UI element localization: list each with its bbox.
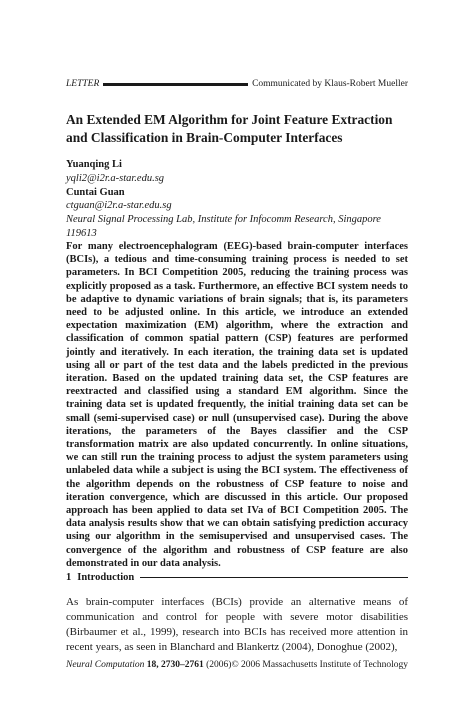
author-affiliation: Neural Signal Processing Lab, Institute for Infocomm Research, Singapore 119613 [66, 214, 381, 239]
author-email[interactable]: yqli2@i2r.a-star.edu.sg [66, 172, 165, 184]
section-rule [140, 577, 408, 578]
communicated-by: Communicated by Klaus-Robert Mueller [252, 79, 408, 89]
author-name: Cuntai Guan [66, 186, 125, 198]
author-email[interactable]: ctguan@i2r.a-star.edu.sg [66, 200, 172, 212]
article-type-label: LETTER [66, 79, 100, 89]
copyright-notice: © 2006 Massachusetts Institute of Technology [231, 660, 409, 670]
journal-citation [66, 660, 231, 670]
author-block [66, 158, 408, 241]
journal-year: (2006) [206, 660, 232, 670]
paper-title: An Extended EM Algorithm for Joint Feature Extraction and Classification in Brain-Computer Interfaces [66, 112, 393, 145]
introduction-paragraph: As brain-computer interfaces (BCIs) provide an alternative means of communication and control for people with severe motor disabilities (Birbaumer et al., 1999), research into BCIs has received more attention in recent years, as seen in Blanchard and Blankertz (2004), Donoghue (2002), [66, 596, 408, 653]
page-footer [66, 660, 408, 670]
abstract: For many electroencephalogram (EEG)-based brain-computer interfaces (BCIs), a tedious and time-consuming training process is needed to set parameters. In BCI Competition 2005, reducing the training process was explicitly proposed as a task. Furthermore, an effective BCI system needs to be adaptive to dynamic variations of brain signals; that is, its parameters need to be adjusted online. In this article, we introduce an extended expectation maximization (EM) algorithm, where the extraction and classification of common spatial pattern (CSP) features are performed jointly and iteratively. In each iteration, the training data set is updated using all or part of the test data and the labels predicted in the previous iteration. Based on the updated training data set, the CSP features are reextracted and classified using a standard EM algorithm. Since the training data set is updated frequently, the initial training data set can be small (semi-supervised case) or null (unsupervised case). During the above iterations, the parameters of the Bayes classifier and the CSP transformation matrix are also updated concurrently. In online situations, we can still run the training process to adjust the system parameters using unlabeled data while a subject is using the BCI system. The effectiveness of the algorithm depends on the robustness of CSP feature to noise and iteration convergence, which are discussed in this article. Our proposed approach has been applied to data set IVa of BCI Competition 2005. The data analysis results show that we can obtain satisfying prediction accuracy using our algorithm in the semisupervised and unsupervised cases. The convergence of the algorithm and robustness of CSP feature are also demonstrated in our data analysis. [66, 241, 408, 569]
journal-name: Neural Computation [66, 660, 145, 670]
journal-volume: 18, 2730–2761 [146, 660, 204, 670]
section-title: Introduction [77, 571, 135, 583]
section-number: 1 [66, 571, 72, 583]
running-header [66, 77, 408, 91]
header-rule [103, 83, 248, 86]
author-name: Yuanqing Li [66, 159, 122, 170]
section-heading [66, 570, 408, 584]
